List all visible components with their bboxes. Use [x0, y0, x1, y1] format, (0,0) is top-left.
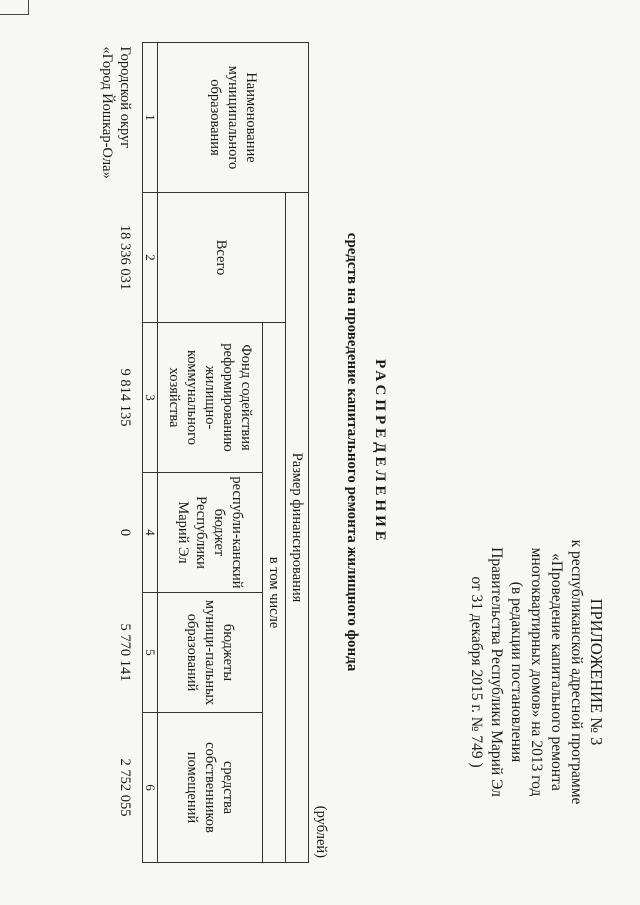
appendix-line: от 31 декабря 2015 г. № 749 ) [468, 576, 485, 768]
column-number: 5 [143, 593, 158, 713]
distribution-table [92, 42, 309, 863]
cell-total: 18 336 031 [117, 224, 133, 291]
appendix-line: «Проведение капитального ремонта [548, 553, 565, 791]
header-financing: Размер финансирования [286, 193, 309, 863]
cell-municipal-budgets: 5 770 141 [117, 623, 133, 682]
column-number: 4 [143, 473, 158, 593]
appendix-title: ПРИЛОЖЕНИЕ № 3 [587, 598, 606, 746]
appendix-line: Правительства Республики Марий Эл [488, 547, 505, 797]
column-number: 3 [143, 323, 158, 473]
appendix-block [466, 492, 606, 852]
appendix-line: (в редакции постановления [508, 581, 525, 763]
column-number: 6 [143, 713, 158, 863]
column-number: 1 [143, 43, 158, 193]
document-sheet [20, 42, 620, 862]
document-title: РАСПРЕДЕЛЕНИЕ [372, 359, 388, 545]
scan-corner-mark [0, 0, 29, 15]
appendix-line: многоквартирных домов» на 2013 год [528, 547, 545, 797]
cell-fund: 9 814 135 [117, 368, 133, 427]
cell-municipality: Городской округ «Город Йошкар-Ола» [99, 46, 133, 179]
header-total: Всего [158, 193, 286, 323]
header-republic-budget: республи-канский бюджет Республики Марий Эл [158, 473, 263, 593]
header-municipal-budgets: бюджеты муници-пальных образований [158, 593, 263, 713]
units-label: (рублей) [313, 805, 329, 858]
header-including: в том числе [263, 323, 286, 863]
document-subtitle: средств на проведение капитального ремонта жилищного фонда [344, 232, 360, 672]
appendix-line: к республиканской адресной программе [568, 539, 585, 805]
header-fund: Фонд содействия реформированию жилищно-коммунального хозяйства [158, 323, 263, 473]
cell-republic-budget: 0 [117, 528, 133, 537]
table-header-row [286, 43, 309, 863]
header-municipality: Наименование муниципального образования [158, 43, 309, 193]
header-owners-funds: средства собственников помещений [158, 713, 263, 863]
column-number: 2 [143, 193, 158, 323]
cell-owners-funds: 2 752 055 [117, 758, 133, 817]
table-row [92, 43, 143, 863]
column-number-row [143, 43, 158, 863]
